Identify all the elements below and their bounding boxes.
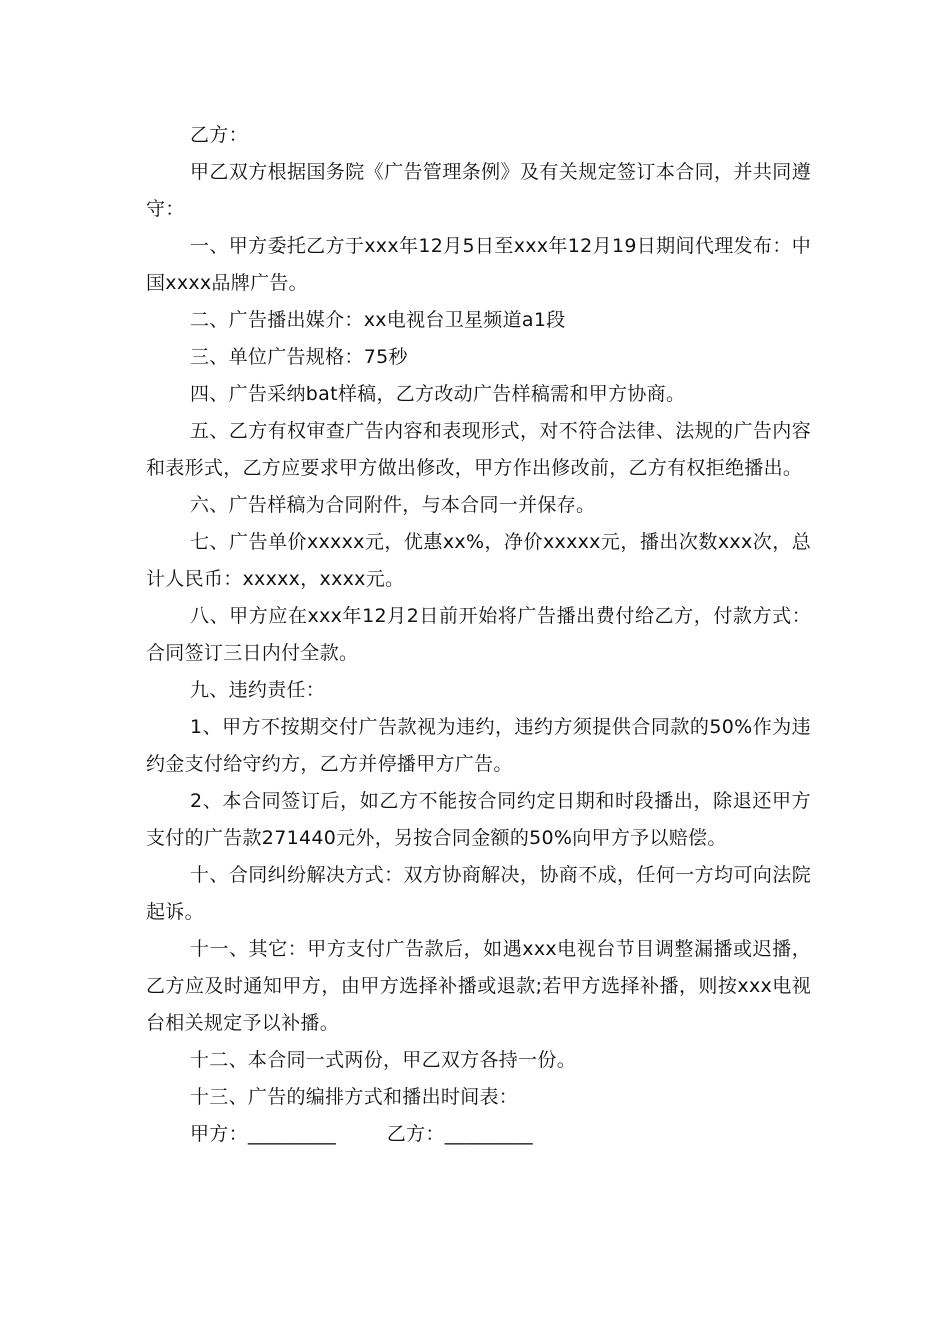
clause-12: 十二、本合同一式两份，甲乙双方各持一份。 (190, 1049, 577, 1071)
clause-8: 八、甲方应在xxx年12月2日前开始将广告播出费付给乙方，付款方式：合同签订三日内付全款。 (146, 605, 811, 664)
clause-7: 七、广告单价xxxxx元，优惠xx%，净价xxxxx元，播出次数xxx次，总计人民币：xxxxx，xxxx元。 (146, 531, 811, 590)
clause-11: 十一、其它：甲方支付广告款后，如遇xxx电视台节目调整漏播或迟播，乙方应及时通知甲方，由甲方选择补播或退款;若甲方选择补播，则按xxx电视台相关规定予以补播。 (146, 938, 811, 1034)
clause-13: 十三、广告的编排方式和播出时间表： (190, 1086, 519, 1108)
contract-body (146, 117, 811, 1153)
clause-5: 五、乙方有权审查广告内容和表现形式，对不符合法律、法规的广告内容和表形式，乙方应要求甲方做出修改，甲方作出修改前，乙方有权拒绝播出。 (146, 420, 811, 479)
clause-10: 十、合同纠纷解决方式：双方协商解决，协商不成，任何一方均可向法院起诉。 (146, 864, 811, 923)
party-b-heading: 乙方： (190, 124, 248, 146)
clause-9-item-2: 2、本合同签订后，如乙方不能按合同约定日期和时段播出，除退还甲方支付的广告款271440元外，另按合同金额的50%向甲方予以赔偿。 (146, 790, 811, 849)
clause-1: 一、甲方委托乙方于xxx年12月5日至xxx年12月19日期间代理发布：中国xxxx品牌广告。 (146, 235, 811, 294)
clause-2: 二、广告播出媒介：xx电视台卫星频道a1段 (190, 309, 566, 331)
clause-4: 四、广告采纳bat样稿，乙方改动广告样稿需和甲方协商。 (190, 383, 686, 405)
clause-9-item-1: 1、甲方不按期交付广告款视为违约，违约方须提供合同款的50%作为违约金支付给守约方，乙方并停播甲方广告。 (146, 716, 811, 775)
clause-6: 六、广告样稿为合同附件，与本合同一并保存。 (190, 494, 596, 516)
clause-9-heading: 九、违约责任： (190, 679, 326, 701)
clause-3: 三、单位广告规格：75秒 (190, 346, 408, 368)
party-b-signature: 乙方：_________ (386, 1123, 533, 1145)
preamble-paragraph: 甲乙双方根据国务院《广告管理条例》及有关规定签订本合同，并共同遵守： (146, 161, 811, 220)
signature-row (146, 1116, 811, 1153)
party-a-signature: 甲方：_________ (190, 1123, 337, 1145)
